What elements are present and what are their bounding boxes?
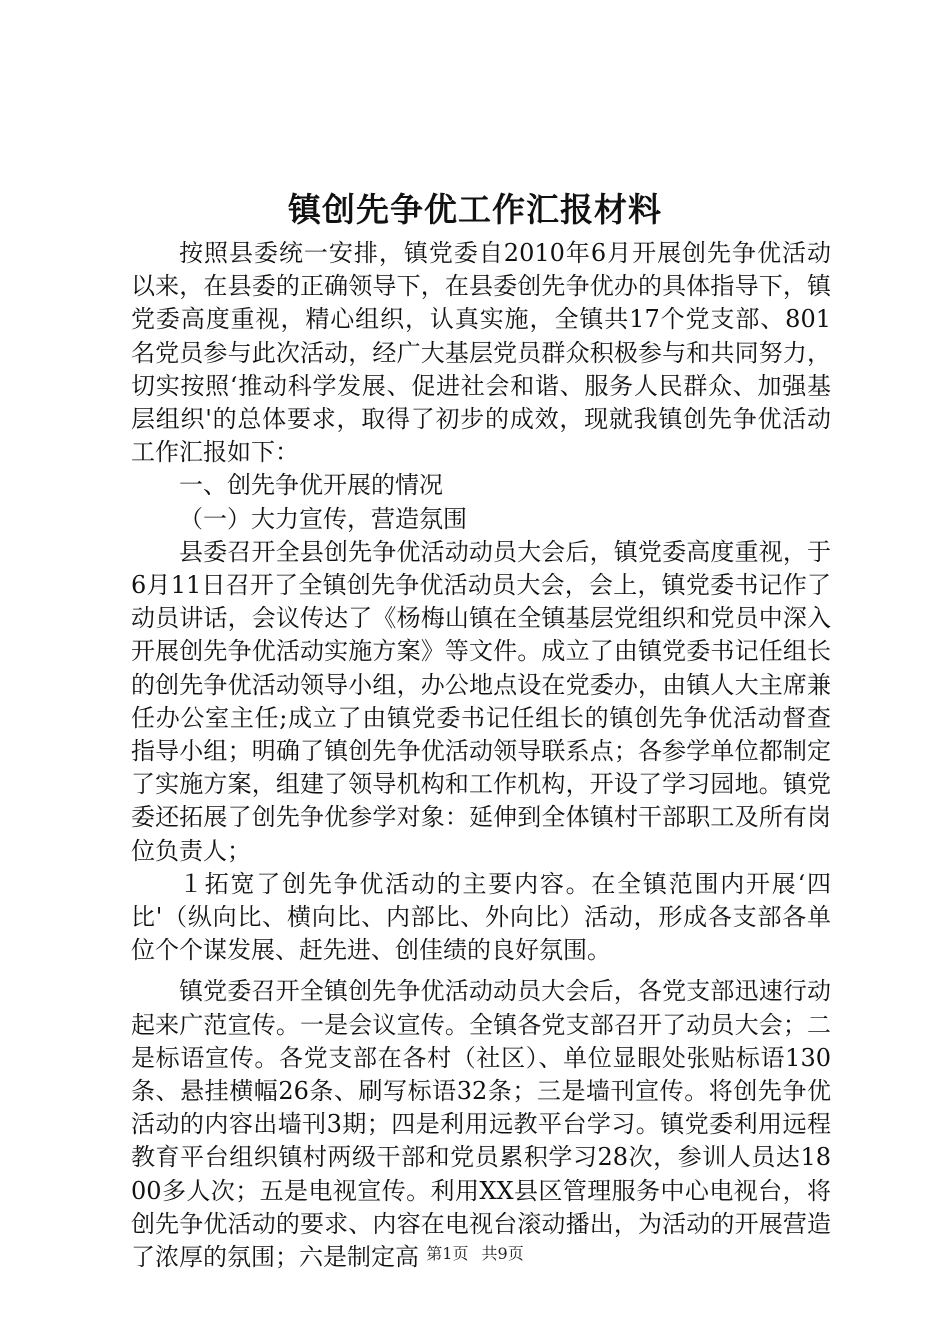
paragraph-mobilization: 县委召开全县创先争优活动动员大会后，镇党委高度重视，于6月11日召开了全镇创先争优活动员大会，会上，镇党委书记作了动员讲话，会议传达了《杨梅山镇在全镇基层党组织和党员中深入开展创先争优活动实施方案》等文件。成立了由镇党委书记任组长的创先争优活动领导小组，办公地点设在党委办，由镇人大主席兼任办公室主任;成立了由镇党委书记任组长的镇创先争优活动督查指导小组；明确了镇创先争优活动领导联系点；各参学单位都制定了实施方案，组建了领导机构和工作机构，开设了学习园地。镇党委还拓展了创先争优参学对象：延伸到全体镇村干部职工及所有岗位负责人； (131, 537, 831, 865)
page-total: 共9页 (481, 1244, 524, 1263)
page-footer (0, 1244, 950, 1264)
paragraph-publicity: 镇党委召开全镇创先争优活动动员大会后，各党支部迅速行动起来广范宣传。一是会议宣传。全镇各党支部召开了动员大会；二是标语宣传。各党支部在各村（社区）、单位显眼处张贴标语130条、悬挂横幅26条、刷写标语32条；三是墙刊宣传。将创先争优活动的内容出墙刊3期；四是利用远教平台学习。镇党委利用远程教育平台组织镇村两级干部和党员累积学习28次，参训人员达1800多人次；五是电视宣传。利用XX县区管理服务中心电视台，将创先争优活动的要求、内容在电视台滚动播出，为活动的开展营造了浓厚的氛围；六是制定高 (131, 977, 831, 1272)
paragraph-content-expansion: １拓宽了创先争优活动的主要内容。在全镇范围内开展‘四比'（纵向比、横向比、内部比、外向比）活动，形成各支部各单位个个谋发展、赶先进、创佳绩的良好氛围。 (131, 869, 831, 965)
page-number: 第1页 (426, 1244, 469, 1263)
paragraph-intro: 按照县委统一安排，镇党委自2010年6月开展创先争优活动以来，在县委的正确领导下，在县委创先争优办的具体指导下，镇党委高度重视，精心组织，认真实施，全镇共17个党支部、801名党员参与此次活动，经广大基层党员群众积极参与和共同努力，切实按照‘推动科学发展、促进社会和谐、服务人民群众、加强基层组织'的总体要求，取得了初步的成效，现就我镇创先争优活动工作汇报如下： (131, 239, 831, 467)
subsection-heading: （一）大力宣传，营造氛围 (179, 504, 467, 533)
document-title: 镇创先争优工作汇报材料 (288, 190, 662, 229)
section-heading: 一、创先争优开展的情况 (179, 471, 443, 500)
document-body (131, 237, 831, 1274)
